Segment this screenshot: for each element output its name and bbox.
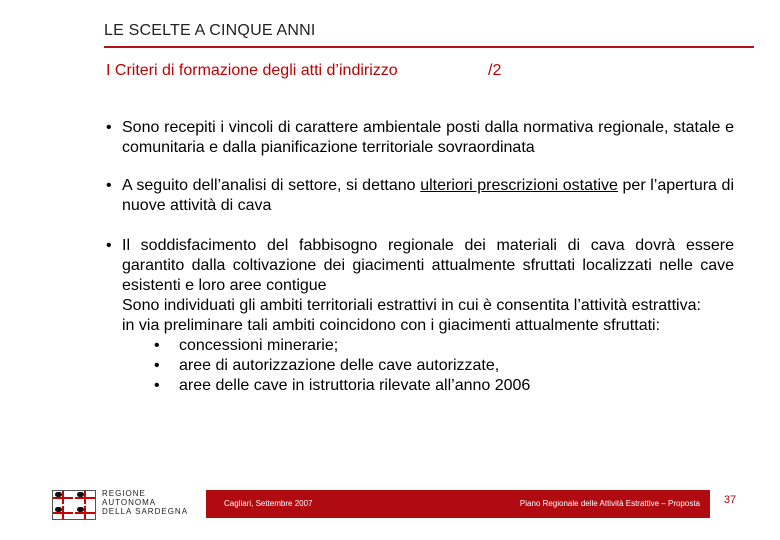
list-item xyxy=(122,336,734,356)
slide-section-title: LE SCELTE A CINQUE ANNI xyxy=(104,22,316,39)
sub-bullet-list xyxy=(122,336,734,396)
logo-quadrant xyxy=(53,491,73,504)
list-item-text: aree di autorizzazione delle cave autorizzate, xyxy=(179,357,500,374)
list-item-text: concessioni minerarie; xyxy=(179,337,339,354)
list-item xyxy=(122,356,734,376)
bullet-text-paragraph-1: Il soddisfacimento del fabbisogno regionale dei materiali di cava dovrà essere garantito dalla coltivazione dei giacimenti attualmente sfruttati localizzati nelle cave esistenti e loro aree contigue xyxy=(122,237,734,294)
bullet-glyph: • xyxy=(106,119,112,136)
bullet-vincoli xyxy=(104,118,734,158)
bullet-text: Sono recepiti i vincoli di carattere ambientale posti dalla normativa regionale, statale e comunitaria e dalla pianificazione territoriale sovraordinata xyxy=(122,119,734,156)
bullet-fabbisogno xyxy=(104,236,734,396)
slide-subtitle xyxy=(106,62,502,80)
subtitle-text: I Criteri di formazione degli atti d’indirizzo xyxy=(106,62,398,79)
slide-body xyxy=(104,118,734,396)
header-divider xyxy=(104,46,754,48)
bullet-glyph: • xyxy=(106,177,112,194)
sardinia-four-moors-icon xyxy=(52,490,96,520)
region-name-line: DELLA SARDEGNA xyxy=(102,507,189,516)
bullet-text-underlined: ulteriori prescrizioni ostative xyxy=(420,177,618,194)
logo-quadrant xyxy=(53,506,73,519)
footer-place-date: Cagliari, Settembre 2007 xyxy=(224,499,313,508)
list-item-text: aree delle cave in istruttoria rilevate all’anno 2006 xyxy=(179,377,531,394)
slide-marker: /2 xyxy=(488,62,502,79)
bullet-text-paragraph-2: Sono individuati gli ambiti territoriali estrattivi in cui è consentita l’attività estrattiva: xyxy=(122,297,701,314)
logo-quadrant xyxy=(75,506,95,519)
list-item xyxy=(122,376,734,396)
bullet-text-post: per l’apertura di nuove attività di cava xyxy=(122,177,735,214)
sub-bullet-glyph: • xyxy=(154,337,160,354)
footer-plan-title: Piano Regionale delle Attività Estrattive – Proposta xyxy=(519,499,700,508)
region-name-line: REGIONE xyxy=(102,489,146,498)
bullet-prescrizioni xyxy=(104,176,734,216)
sub-bullet-glyph: • xyxy=(154,377,160,394)
footer-bar xyxy=(206,490,710,518)
bullet-text-paragraph-3: in via preliminare tali ambiti coincidono con i giacimenti attualmente sfruttati: xyxy=(122,317,661,334)
region-name xyxy=(102,489,188,516)
logo-quadrant xyxy=(75,491,95,504)
page-number: 37 xyxy=(723,494,737,506)
bullet-glyph: • xyxy=(106,237,112,254)
region-name-line: AUTONOMA xyxy=(102,498,157,507)
sub-bullet-glyph: • xyxy=(154,357,160,374)
bullet-text-pre: A seguito dell’analisi di settore, si dettano xyxy=(122,177,421,194)
